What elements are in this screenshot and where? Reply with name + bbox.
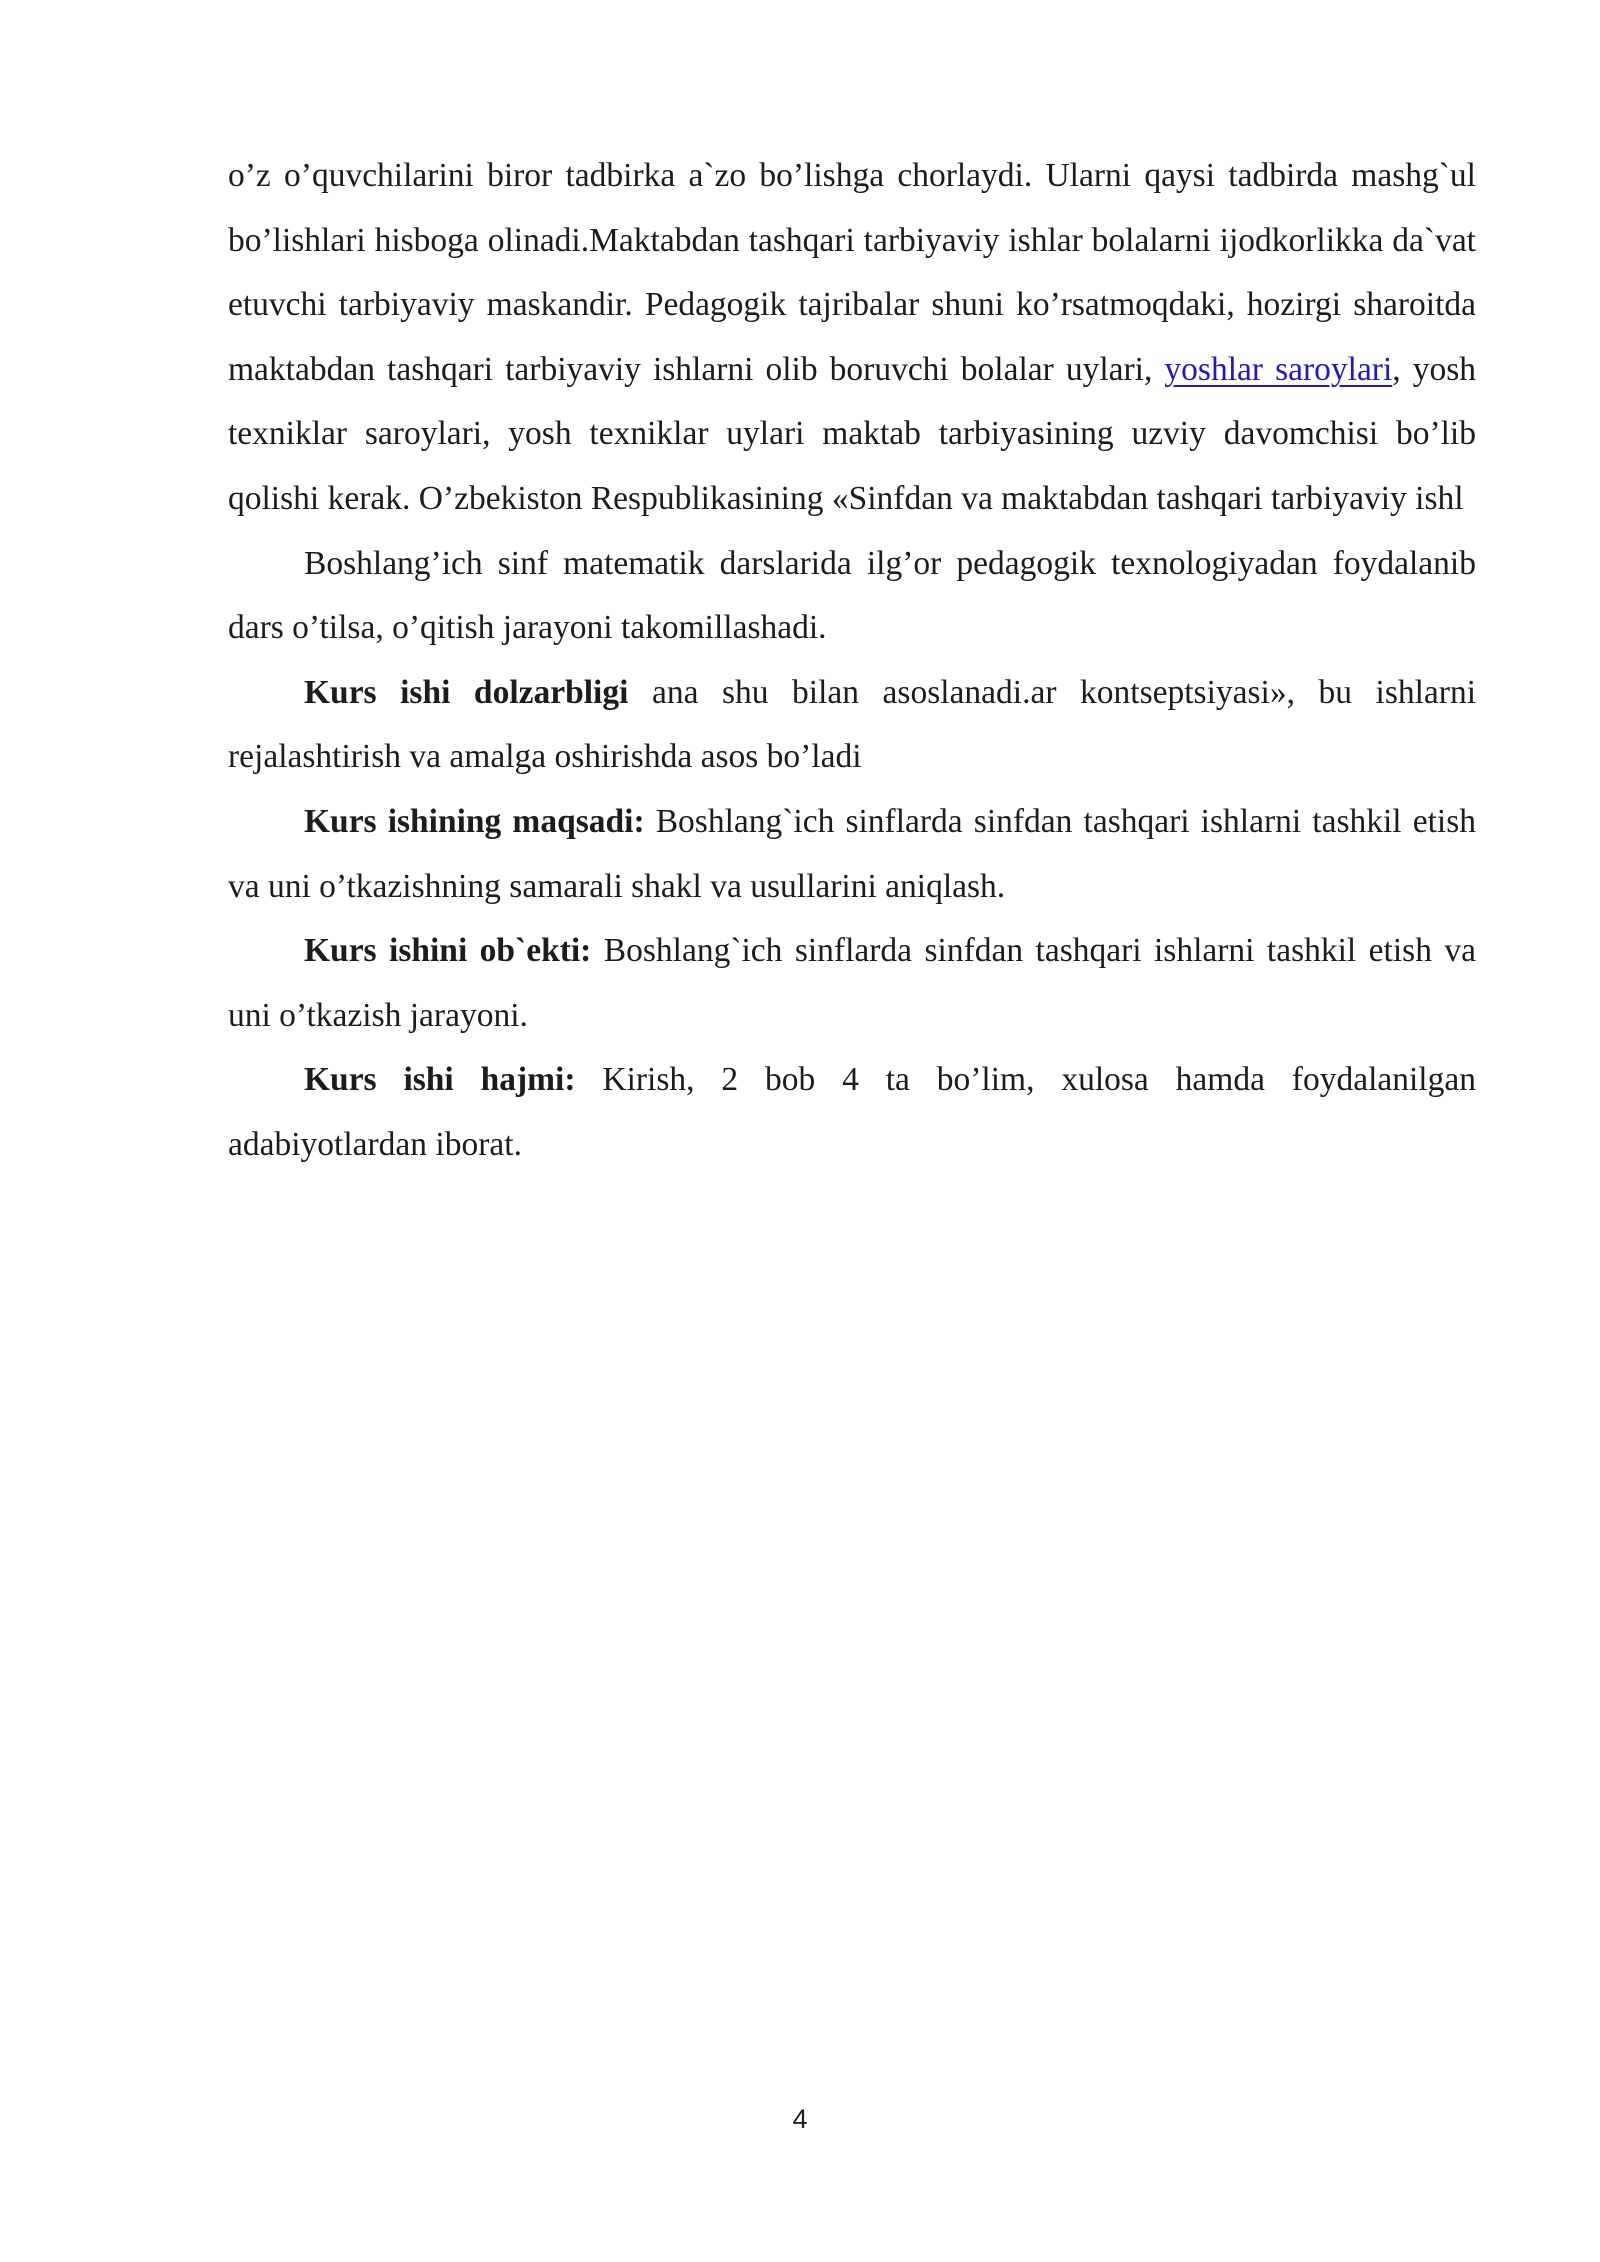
paragraph-dolzarbligi	[228, 661, 1476, 790]
yoshlar-saroylari-link[interactable]: yoshlar saroylari	[1164, 350, 1393, 388]
hajmi-heading: Kurs ishi hajmi:	[304, 1061, 576, 1099]
paragraph-maqsadi	[228, 790, 1476, 919]
dolzarbligi-text: ana shu bilan asoslanadi.ar kontseptsiyasi», bu ishlarni rejalashtirish va amalga oshirishda asos bo’ladi	[228, 673, 1477, 776]
paragraph-hajmi	[228, 1048, 1476, 1177]
dolzarbligi-heading: Kurs ishi dolzarbligi	[304, 673, 629, 711]
paragraph-1	[228, 144, 1476, 532]
page-number: 4	[792, 2104, 808, 2134]
obekti-heading: Kurs ishini ob`ekti:	[304, 932, 592, 970]
paragraph-2	[228, 532, 1476, 661]
obekti-text: Boshlang`ich sinflarda sinfdan tashqari ishlarni tashkil etish va uni o’tkazish jarayoni.	[228, 932, 1476, 1034]
maqsadi-heading: Kurs ishining maqsadi:	[304, 802, 645, 840]
hajmi-text: Kirish, 2 bob 4 ta bo’lim, xulosa hamda foydalanilgan adabiyotlardan iborat.	[228, 1061, 1476, 1163]
maqsadi-text: Boshlang`ich sinflarda sinfdan tashqari ishlarni tashkil etish va uni o’tkazishning samarali shakl va usullarini aniqlash.	[228, 802, 1476, 905]
paragraph-2-text: Boshlang’ich sinf matematik darslarida ilg’or pedagogik texnologiyadan foydalanib dars o’tilsa, o’qitish jarayoni takomillashadi.	[228, 544, 1476, 647]
paragraph-obekti	[228, 919, 1476, 1048]
paragraph-1-text-start: o’z o’quvchilarini biror tadbirka a`zo bo’lishga chorlaydi. Ularni qaysi tadbirda mashg`ul bo’lishlari hisboga olinadi.Maktabdan tashqari tarbiyaviy ishlar bolalarni ijodkorlikka da`vat etuvchi tarbiyaviy maskandir. Pedagogik tajribalar shuni ko’rsatmoqdaki, hozirgi sharoitda maktabdan tashqari tarbiyaviy ishlarni olib boruvchi bolalar uylari,	[228, 157, 1476, 388]
paragraph-1-text-end: , yosh texniklar saroylari, yosh texniklar uylari maktab tarbiyasining uzviy davomchisi bo’lib qolishi kerak. O’zbekiston Respublikasining «Sinfdan va maktabdan tashqari tarbiyaviy ishl	[228, 350, 1476, 517]
document-body	[228, 144, 1476, 1178]
